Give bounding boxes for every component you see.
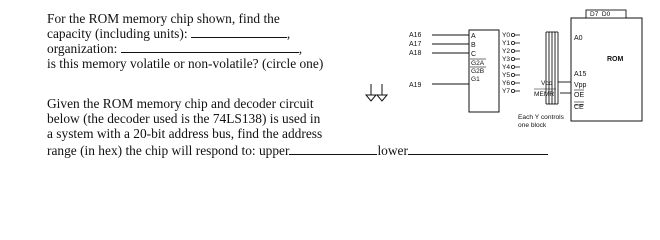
rom-pin-a15: A15	[574, 71, 587, 78]
decoder-pin-b: B	[471, 42, 476, 49]
q1-volatility-line[interactable]: is this memory volatile or non-volatile? (circle one)	[47, 56, 324, 71]
ground-symbol-left	[366, 84, 376, 101]
decoder-pin-g2a: G2A	[471, 60, 485, 67]
rom-title: ROM	[607, 56, 624, 63]
decoder-output-y7: Y7	[502, 88, 511, 95]
vcc-label: Vcc	[541, 80, 552, 87]
q1-line-1: For the ROM memory chip shown, find the	[47, 11, 280, 26]
lower-label: lower	[377, 143, 408, 158]
decoder-output-y0: Y0	[502, 32, 511, 39]
decoder-output-y5: Y5	[502, 72, 511, 79]
rom-data-pin-labels: D7 D0	[590, 11, 611, 18]
q2-line-2: below (the decoder used is the 74LS138) is used in	[47, 111, 321, 126]
note-line-2: one block	[518, 122, 547, 129]
memr-label: MEMR	[534, 91, 555, 98]
decoder-pin-g2b: G2B	[471, 68, 485, 75]
rom-pin-a0: A0	[574, 35, 583, 42]
decoder-output-y1: Y1	[502, 40, 511, 47]
input-a16-label: A16	[409, 32, 422, 39]
decoder-pin-c: C	[471, 51, 477, 58]
q2-line-1: Given the ROM memory chip and decoder circuit	[47, 96, 314, 111]
rom-pin-vpp: Vpp	[574, 82, 587, 89]
decoder-pin-a: A	[471, 33, 476, 40]
input-a18-label: A18	[409, 50, 422, 57]
decoder-output-y2: Y2	[502, 48, 511, 55]
capacity-comma: ,	[286, 26, 291, 41]
capacity-label: capacity (including units):	[47, 26, 188, 41]
decoder-output-y6: Y6	[502, 80, 511, 87]
q2-line-3: a system with a 20-bit address bus, find the address	[47, 126, 323, 141]
upper-label: range (in hex) the chip will respond to: upper	[47, 143, 290, 158]
organization-comma: ,	[298, 41, 303, 56]
input-a17-label: A17	[409, 41, 422, 48]
input-a19-label: A19	[409, 82, 422, 89]
decoder-pin-g1: G1	[471, 76, 480, 83]
ground-symbol-right	[377, 84, 387, 101]
decoder-output-y4: Y4	[502, 64, 511, 71]
note-line-1: Each Y controls	[518, 114, 564, 121]
rom-pin-oe: OE	[574, 92, 585, 99]
organization-label: organization:	[47, 41, 118, 56]
decoder-output-y3: Y3	[502, 56, 511, 63]
rom-pin-ce: CE	[574, 104, 584, 111]
